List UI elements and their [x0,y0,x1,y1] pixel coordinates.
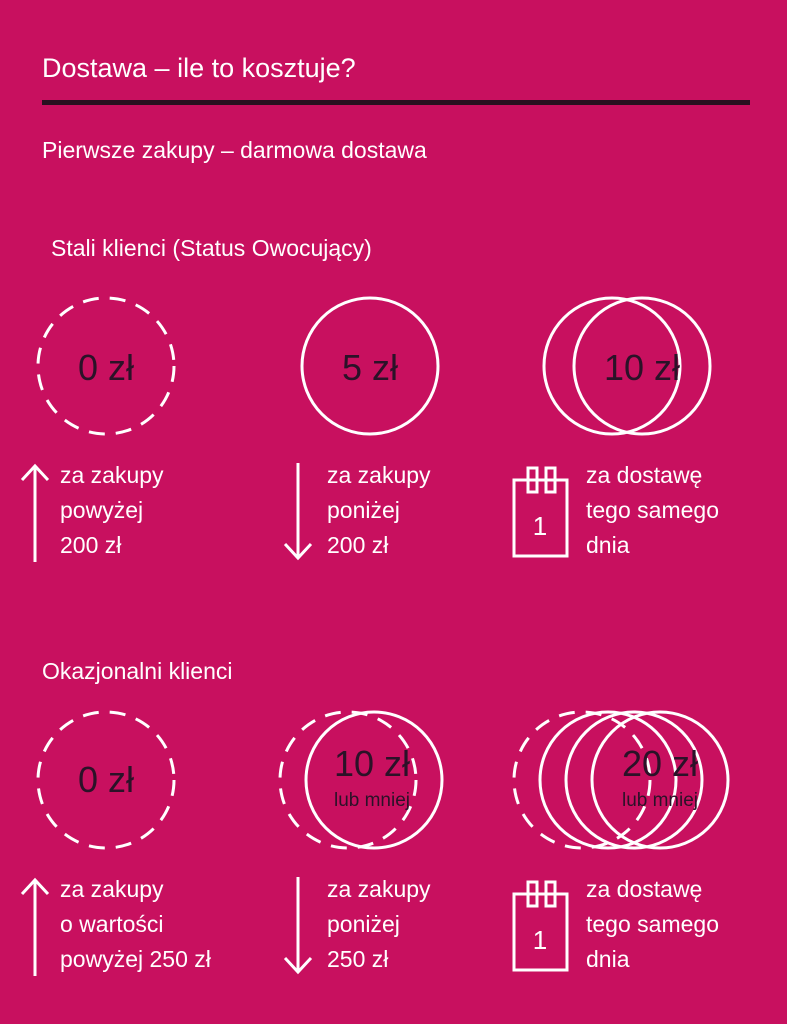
caption-line: za zakupy [60,876,164,902]
caption-same-day-occasional [586,872,719,977]
caption-line: za zakupy [327,462,431,488]
caption-line: powyżej [60,497,144,523]
caption-line: 250 zł [327,946,389,972]
caption-line: 200 zł [327,532,389,558]
arrow-up-icon [22,880,48,976]
caption-line: za zakupy [60,462,164,488]
price-note: lub mniej [333,790,411,811]
caption-line: za dostawę [586,462,703,488]
caption-line: 200 zł [60,532,122,558]
caption-line: za dostawę [586,876,703,902]
calendar-day-number: 1 [532,511,548,541]
first-order-note: Pierwsze zakupy – darmowa dostawa [42,137,427,163]
price-label: 20 zł [621,743,699,784]
caption-line: powyżej 250 zł [60,946,211,972]
caption-line: za zakupy [327,876,431,902]
caption-free-over-250 [60,872,211,977]
caption-free-over-200 [60,458,164,563]
price-label: 0 zł [77,759,135,800]
caption-below-250 [327,872,431,977]
caption-line: tego samego [586,911,719,937]
caption-line: dnia [586,532,630,558]
caption-line: poniżej [327,911,400,937]
caption-line: tego samego [586,497,719,523]
price-label: 10 zł [603,347,681,388]
caption-same-day [586,458,719,563]
price-label: 10 zł [333,743,411,784]
caption-line: dnia [586,946,630,972]
price-label: 0 zł [77,347,135,388]
caption-line: poniżej [327,497,400,523]
occasional-customers-heading: Okazjonalni klienci [42,658,233,684]
price-note: lub mniej [621,790,699,811]
arrow-up-icon [22,466,48,562]
caption-line: o wartości [60,911,164,937]
price-label: 5 zł [341,347,399,388]
arrow-down-icon [285,877,311,972]
caption-below-200 [327,458,431,563]
regular-customers-heading: Stali klienci (Status Owocujący) [51,235,372,261]
page-title: Dostawa – ile to kosztuje? [42,53,356,83]
arrow-down-icon [285,463,311,558]
calendar-day-number: 1 [532,925,548,955]
